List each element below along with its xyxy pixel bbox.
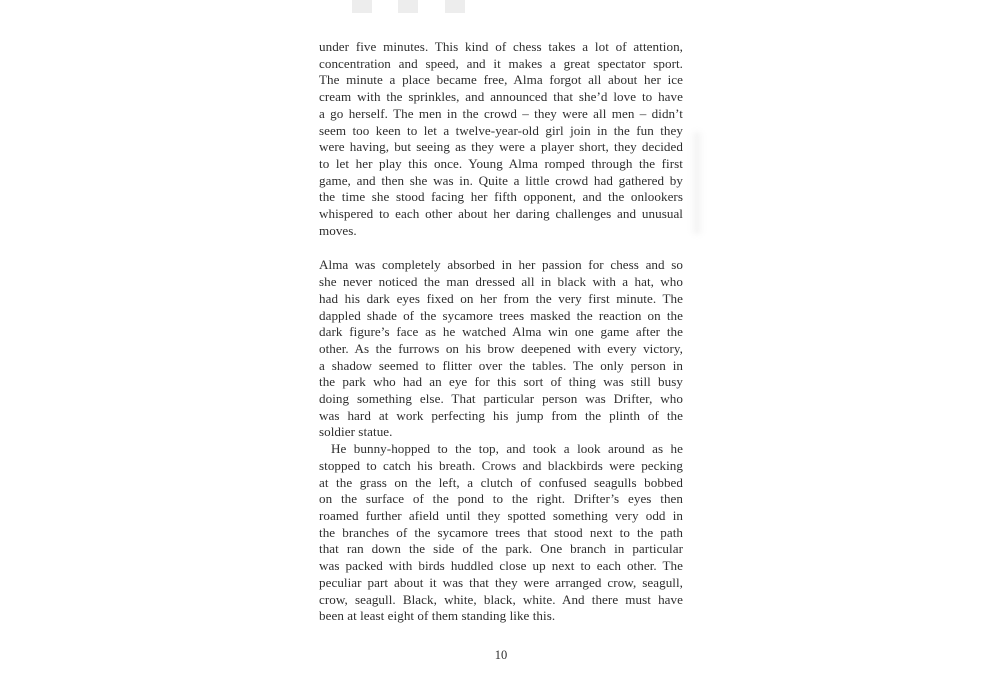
text-line: concentration and speed, and it makes a great spectator sport. bbox=[319, 55, 683, 71]
text-line: other. As the furrows on his brow deepened with every victory, bbox=[319, 340, 683, 356]
text-line: stopped to catch his breath. Crows and blackbirds were pecking bbox=[319, 457, 683, 473]
text-line: roamed further afield until they spotted something very odd in bbox=[319, 507, 683, 523]
page-number: 10 bbox=[494, 648, 508, 662]
text-line: Alma was completely absorbed in her passion for chess and so bbox=[319, 257, 683, 273]
text-line: that ran down the side of the park. One branch in particular bbox=[319, 541, 683, 557]
text-line: on the surface of the pond to the right. Drifter’s eyes then bbox=[319, 491, 683, 507]
text-line: was packed with birds huddled close up next to each other. The bbox=[319, 558, 683, 574]
scan-artifact-mark bbox=[352, 0, 372, 13]
text-line: were having, but seeing as they were a player short, they decided bbox=[319, 139, 683, 155]
text-line: dappled shade of the sycamore trees masked the reaction on the bbox=[319, 307, 683, 323]
text-line: she never noticed the man dressed all in black with a hat, who bbox=[319, 274, 683, 290]
text-line: been at least eight of them standing like this. bbox=[319, 608, 556, 624]
top-edge-artifacts bbox=[0, 0, 1000, 16]
text-line: at the grass on the left, a clutch of confused seagulls bobbed bbox=[319, 474, 683, 490]
text-line: cream with the sprinkles, and announced that she’d love to have bbox=[319, 89, 683, 105]
text-line: crow, seagull. Black, white, black, white. And there must have bbox=[319, 591, 683, 607]
text-line: the park who had an eye for this sort of thing was still busy bbox=[319, 374, 683, 390]
scan-artifact-mark bbox=[445, 0, 465, 13]
text-line: the branches of the sycamore trees that stood next to the path bbox=[319, 524, 683, 540]
text-line: under five minutes. This kind of chess takes a lot of attention, bbox=[319, 39, 683, 54]
paragraph bbox=[319, 257, 683, 441]
text-line: dark figure’s face as he watched Alma win one game after the bbox=[319, 324, 683, 340]
scan-artifact-mark bbox=[398, 0, 418, 13]
text-line: had his dark eyes fixed on her from the very first minute. The bbox=[319, 290, 683, 306]
text-line: peculiar part about it was that they were arranged crow, seagull, bbox=[319, 574, 683, 590]
paragraph bbox=[319, 39, 683, 239]
page-edge-shadow bbox=[693, 132, 701, 234]
text-line: whispered to each other about her daring challenges and unusual bbox=[319, 206, 683, 222]
text-line: to let her play this once. Young Alma romped through the first bbox=[319, 155, 683, 171]
text-line: moves. bbox=[319, 222, 357, 238]
text-line: a go herself. The men in the crowd – they were all men – didn’t bbox=[319, 105, 683, 121]
text-line: a shadow seemed to flitter over the tables. The only person in bbox=[319, 357, 683, 373]
text-line: He bunny-hopped to the top, and took a look around as he bbox=[331, 441, 683, 457]
paragraph bbox=[319, 441, 683, 625]
text-line: seem too keen to let a twelve-year-old girl join in the fun they bbox=[319, 122, 683, 138]
text-line: was hard at work perfecting his jump from the plinth of the bbox=[319, 407, 683, 423]
text-line: soldier statue. bbox=[319, 424, 393, 440]
text-line: doing something else. That particular person was Drifter, who bbox=[319, 391, 683, 407]
text-block bbox=[319, 39, 683, 625]
text-line: the time she stood facing her fifth opponent, and the onlookers bbox=[319, 189, 683, 205]
text-line: The minute a place became free, Alma forgot all about her ice bbox=[319, 72, 683, 88]
text-line: game, and then she was in. Quite a little crowd had gathered by bbox=[319, 172, 683, 188]
